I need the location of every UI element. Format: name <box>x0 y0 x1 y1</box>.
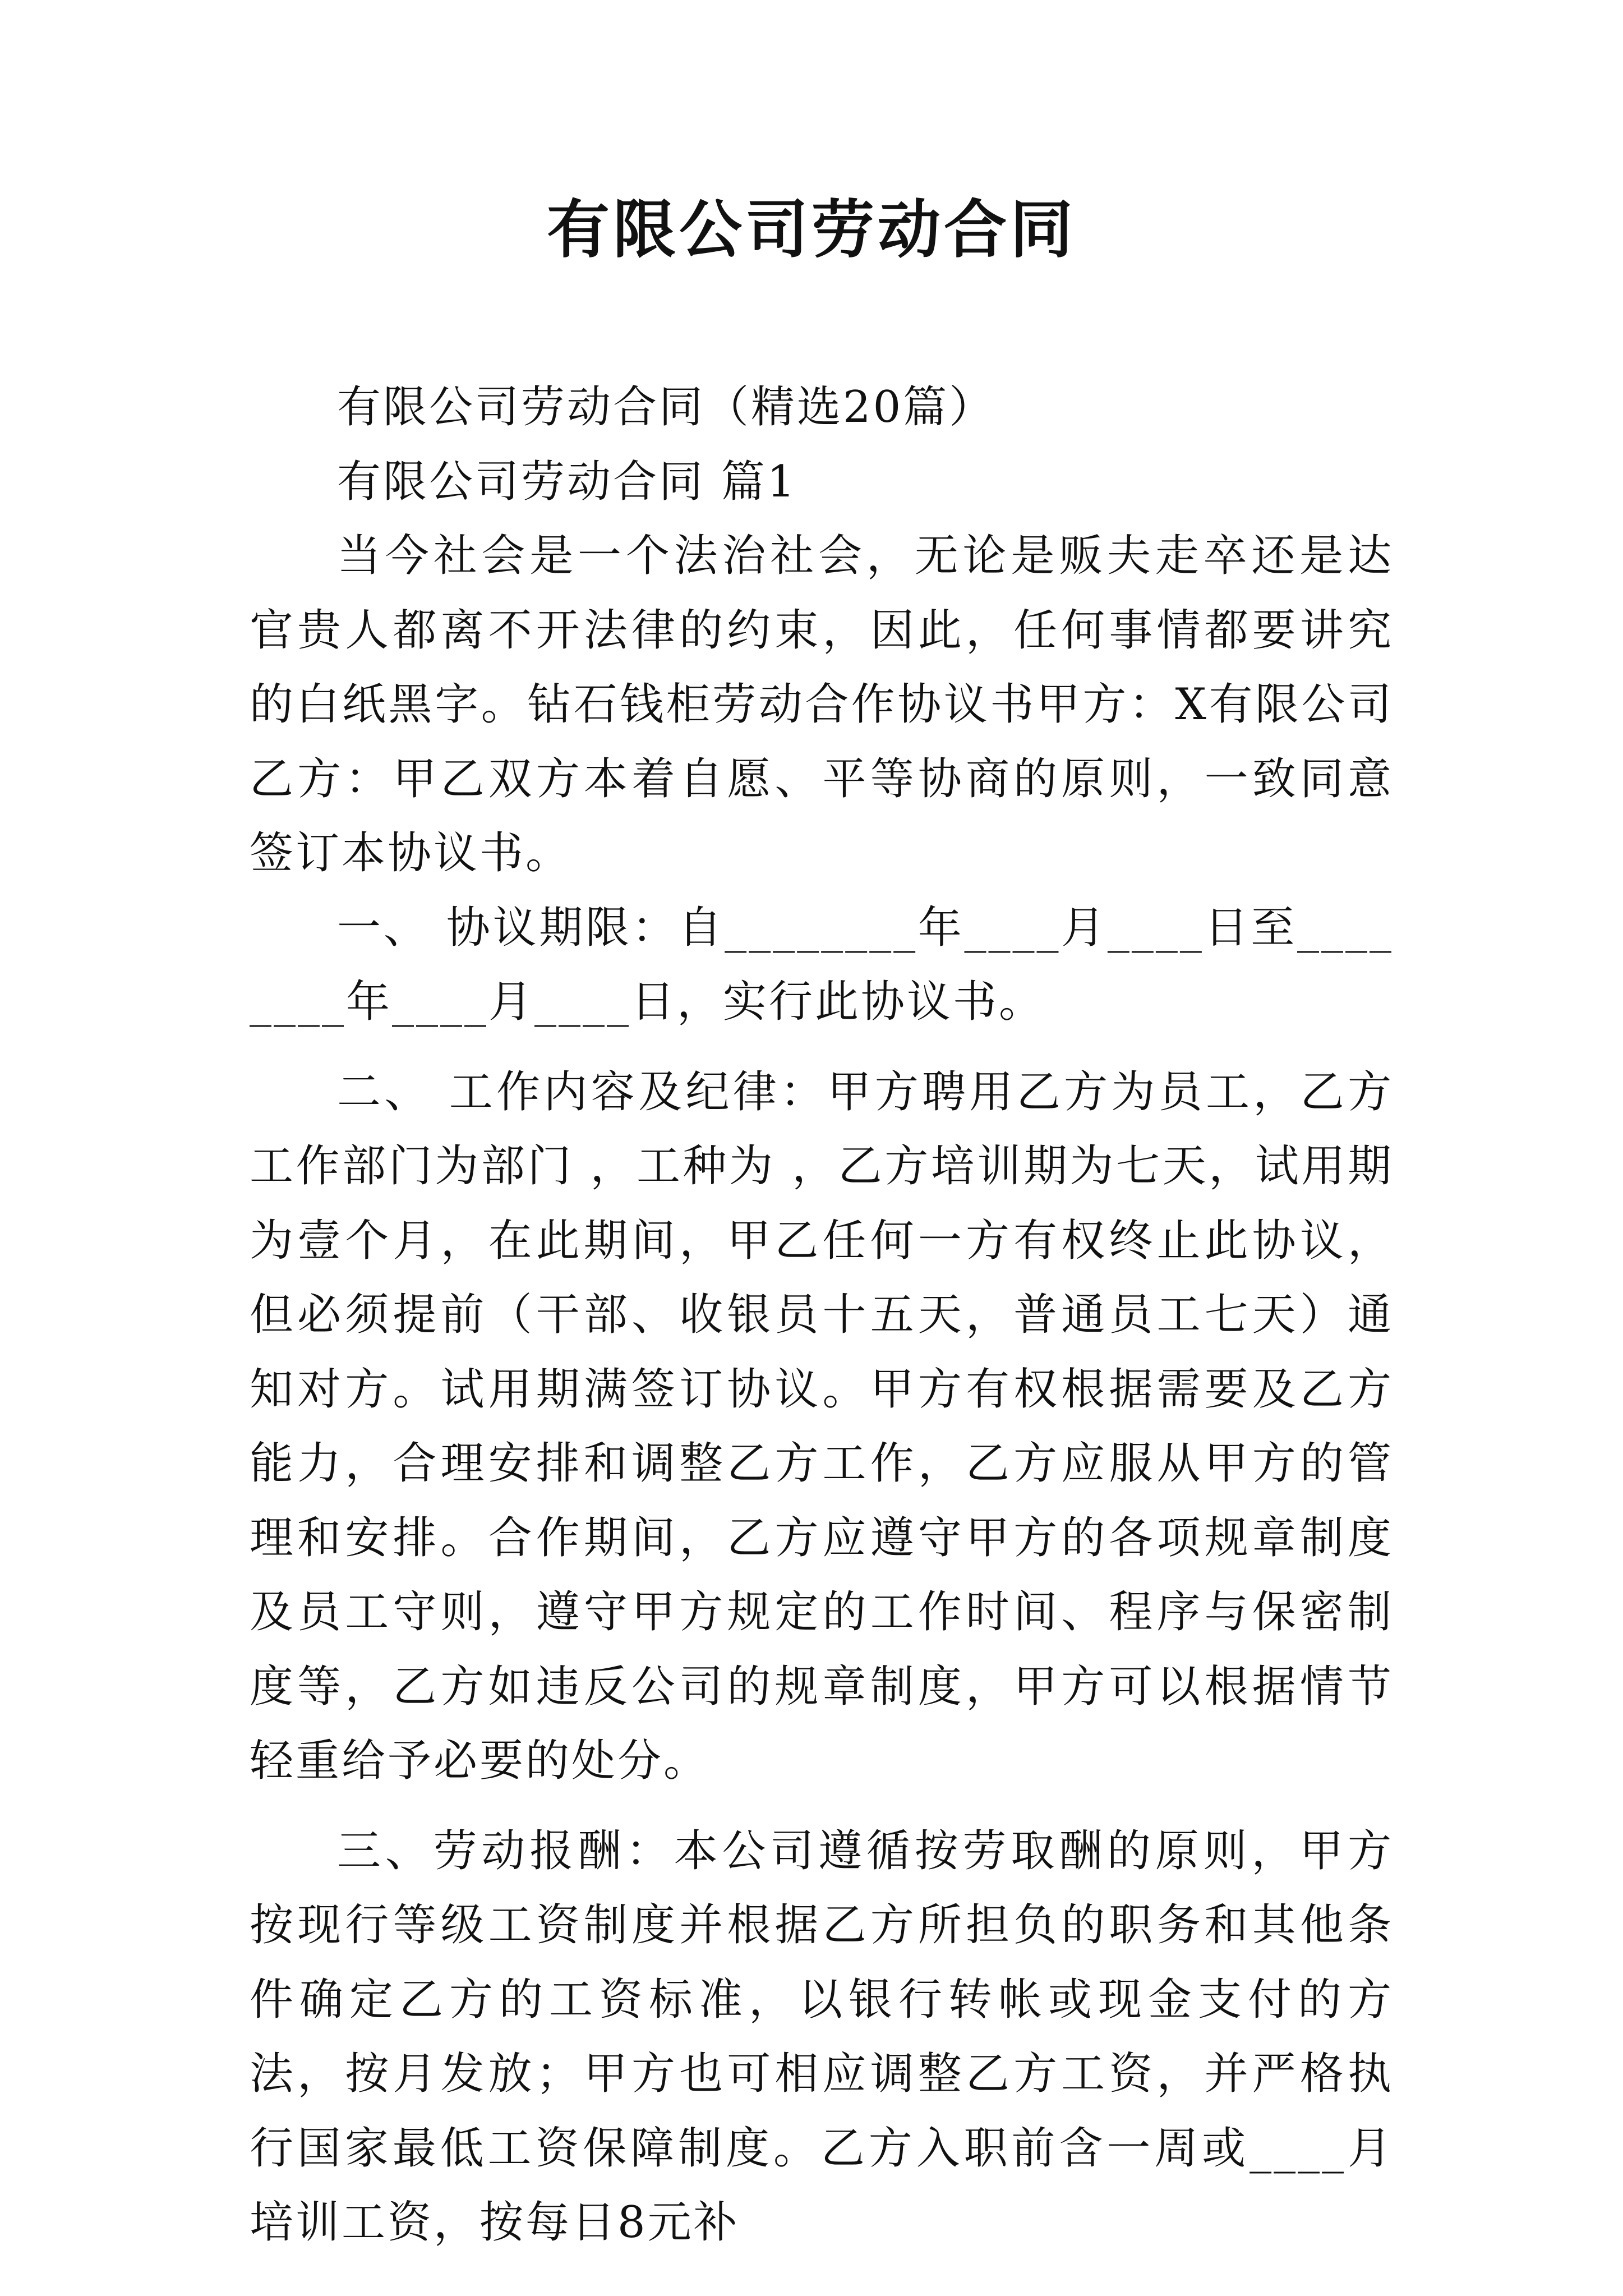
paragraph-clause-2: 二、 工作内容及纪律：甲方聘用乙方为员工，乙方工作部门为部门 ，工种为 ，乙方培训期为七天，试用期为壹个月，在此期间，甲乙任何一方有权终止此协议，但必须提前（干部、收银员十五天，普通员工七天）通知对方。试用期满签订协议。甲方有权根据需要及乙方能力，合理安排和调整乙方工作，乙方应服从甲方的管理和安排。合作期间，乙方应遵守甲方的各项规章制度及员工守则，遵守甲方规定的工作时间、程序与保密制度等，乙方如违反公司的规章制度，甲方可以根据情节轻重给予必要的处分。 <box>250 1066 1394 1786</box>
paragraph-subtitle: 有限公司劳动合同（精选20篇） <box>337 382 995 432</box>
paragraph-clause-1: 一、 协议期限：自________年____月____日至________年____月____日，实行此协议书。 <box>250 902 1394 1027</box>
paragraph-section-heading: 有限公司劳动合同 篇1 <box>337 456 797 507</box>
paragraph-clause-3: 三、劳动报酬：本公司遵循按劳取酬的原则，甲方按现行等级工资制度并根据乙方所担负的职务和其他条件确定乙方的工资标准，以银行转帐或现金支付的方法，按月发放；甲方也可相应调整乙方工资，并严格执行国家最低工资保障制度。乙方入职前含一周或____月培训工资，按每日8元补 <box>250 1825 1394 2248</box>
document-title: 有限公司劳动合同 <box>547 193 1076 266</box>
paragraph-intro: 当今社会是一个法治社会，无论是贩夫走卒还是达官贵人都离不开法律的约束，因此，任何事情都要讲究的白纸黑字。钻石钱柜劳动合作协议书甲方：X有限公司乙方：甲乙双方本着自愿、平等协商的原则，一致同意签订本协议书。 <box>250 531 1394 878</box>
document-body <box>250 370 1394 2260</box>
